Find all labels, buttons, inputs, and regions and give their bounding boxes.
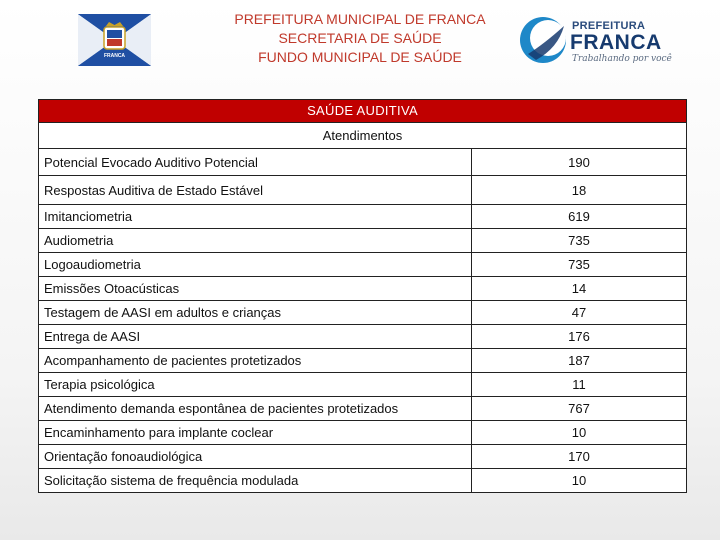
table-row (39, 301, 686, 325)
prefeitura-logo (518, 14, 672, 66)
header-line-1: PREFEITURA MUNICIPAL DE FRANCA (234, 11, 486, 27)
row-label: Audiometria (39, 229, 472, 253)
logo-main-text: FRANCA (570, 31, 662, 54)
row-label: Entrega de AASI (39, 325, 472, 349)
table-row (39, 176, 686, 205)
logo-swoosh-icon (518, 14, 570, 66)
table-row (39, 469, 686, 493)
row-value: 18 (472, 176, 687, 205)
row-label: Respostas Auditiva de Estado Estável (39, 176, 472, 205)
franca-flag (78, 14, 151, 66)
row-value: 10 (472, 421, 687, 445)
row-value: 47 (472, 301, 687, 325)
header-text (200, 10, 520, 67)
hearing-health-table (38, 99, 687, 493)
row-label: Atendimento demanda espontânea de pacientes protetizados (39, 397, 472, 421)
row-label: Potencial Evocado Auditivo Potencial (39, 149, 472, 176)
table-row (39, 205, 686, 229)
row-value: 10 (472, 469, 687, 493)
row-label: Emissões Otoacústicas (39, 277, 472, 301)
services-table (39, 149, 686, 492)
table-row (39, 445, 686, 469)
row-value: 14 (472, 277, 687, 301)
row-label: Logoaudiometria (39, 253, 472, 277)
row-value: 735 (472, 253, 687, 277)
row-value: 190 (568, 154, 590, 170)
row-value: 170 (472, 445, 687, 469)
row-value: 187 (472, 349, 687, 373)
table-row (39, 373, 686, 397)
row-label: Orientação fonoaudiológica (39, 445, 472, 469)
logo-top-text: PREFEITURA (572, 20, 646, 32)
row-value: 11 (472, 373, 687, 397)
header-line-3: FUNDO MUNICIPAL DE SAÚDE (258, 49, 462, 65)
row-label: Testagem de AASI em adultos e crianças (39, 301, 472, 325)
table-row (39, 229, 686, 253)
table-row (39, 421, 686, 445)
row-label: Solicitação sistema de frequência modulada (39, 469, 472, 493)
table-row (39, 349, 686, 373)
row-value: 767 (472, 397, 687, 421)
row-label: Acompanhamento de pacientes protetizados (39, 349, 472, 373)
table-subtitle: Atendimentos (39, 123, 686, 149)
table-row (39, 397, 686, 421)
table-title: SAÚDE AUDITIVA (39, 100, 686, 123)
row-label: Terapia psicológica (39, 373, 472, 397)
table-row (39, 277, 686, 301)
header-line-2: SECRETARIA DE SAÚDE (278, 30, 442, 46)
row-label: Imitanciometria (39, 205, 472, 229)
logo-slogan: Trabalhando por você (572, 54, 672, 64)
flag-label: FRANCA (103, 53, 126, 59)
table-row (39, 149, 686, 176)
table-row (39, 253, 686, 277)
row-value: 176 (472, 325, 687, 349)
row-label: Encaminhamento para implante coclear (39, 421, 472, 445)
table-row (39, 325, 686, 349)
row-value: 619 (472, 205, 687, 229)
row-value: 735 (472, 229, 687, 253)
